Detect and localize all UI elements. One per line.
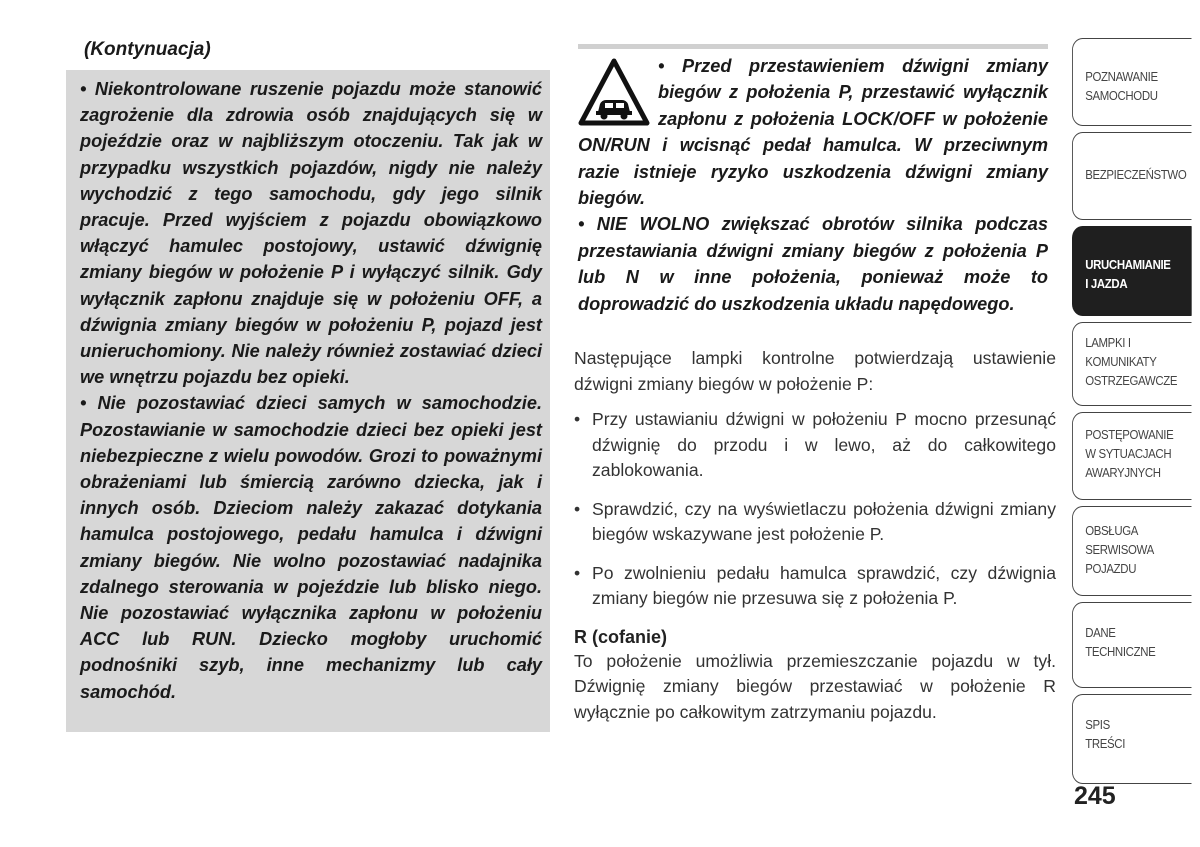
tab-postepowanie-awaryjne[interactable] xyxy=(1072,412,1192,500)
tab-label: OSTRZEGAWCZE xyxy=(1085,373,1178,388)
tab-obsluga-serwisowa[interactable] xyxy=(1072,506,1192,596)
list-item xyxy=(574,561,1056,612)
chapter-tabs xyxy=(1072,38,1200,790)
tab-label: SAMOCHODU xyxy=(1085,88,1158,103)
right-warning-box xyxy=(578,44,1048,317)
tab-label: KOMUNIKATY xyxy=(1085,354,1157,369)
tab-label: OBSŁUGA xyxy=(1085,523,1139,538)
list-item-text: Sprawdzić, czy na wyświetlaczu położenia dźwigni zmiany biegów wskazywane jest położenie P. xyxy=(592,498,1056,544)
tab-label: POSTĘPOWANIE xyxy=(1085,427,1174,442)
tab-dane-techniczne[interactable] xyxy=(1072,602,1192,688)
tab-label: I JAZDA xyxy=(1085,276,1128,291)
tab-label: SPIS xyxy=(1085,717,1110,732)
tab-uruchamianie-i-jazda[interactable] xyxy=(1072,226,1192,316)
warning-triangle-car-icon xyxy=(578,57,650,129)
list-item xyxy=(574,497,1056,548)
bullet-dot: • xyxy=(574,409,581,429)
section-title: R (cofanie) xyxy=(574,626,668,647)
bullet-dot: • xyxy=(574,498,581,519)
page-number: 245 xyxy=(1074,782,1116,810)
tab-bezpieczenstwo[interactable] xyxy=(1072,132,1192,220)
intro-text: Następujące lampki kontrolne potwierdzają ustawienie dźwigni zmiany biegów w położenie P: xyxy=(574,348,1056,394)
tab-label: URUCHAMIANIE xyxy=(1085,257,1171,272)
tab-label: POJAZDU xyxy=(1085,561,1137,576)
right-warning-paragraph-1: • Przed przestawieniem dźwigni zmiany biegów z położenia P, przestawić wyłącznik zapłonu z położenia LOCK/OFF w położenie ON/RUN i wcisnąć pedał hamulca. W przeciwnym razie istnieje ryzyko uszkodzenia dźwigni zmiany biegów. xyxy=(578,56,1048,209)
bullet-dot: • xyxy=(574,562,581,583)
list-item-text: Po zwolnieniu pedału hamulca sprawdzić, czy dźwignia zmiany biegów nie przesuwa się z położenia P. xyxy=(592,562,1056,608)
tab-label: TREŚCI xyxy=(1085,736,1126,751)
tab-lampki-i-komunikaty[interactable] xyxy=(1072,322,1192,406)
tab-spis-tresci[interactable] xyxy=(1072,694,1192,784)
list-item-text: Przy ustawianiu dźwigni w położeniu P mocno przesunąć dźwignię do przodu i w lewo, aż do całkowitego zablokowania. xyxy=(592,409,1056,480)
continuation-heading: (Kontynuacja) xyxy=(84,39,211,60)
left-warning-paragraph-1: • Niekontrolowane ruszenie pojazdu może stanowić zagrożenie dla zdrowia osób znajdujących się w pojeździe oraz w najbliższym otoczeniu. Tak jak w przypadku wszystkich pojazdów, nigdy nie należy wychodzić z tego samochodu, gdy jego silnik pracuje. Przed wyjściem z pojazdu obowiązkowo włączyć hamulec postojowy, ustawić dźwignię zmiany biegów w położenie P i wyłączyć silnik. Gdy wyłącznik zapłonu znajduje się w położeniu OFF, a dźwignia zmiany biegów w położeniu P, pojazd jest unieruchomiony. Nie należy również zostawiać dzieci we wnętrzu pojazdu bez opieki. xyxy=(80,79,542,388)
tab-label: LAMPKI I xyxy=(1085,335,1131,350)
left-warning-box xyxy=(66,70,550,732)
tab-label: W SYTUACJACH xyxy=(1085,446,1172,461)
tab-label: POZNAWANIE xyxy=(1085,69,1158,84)
right-warning-paragraph-2: • NIE WOLNO zwiększać obrotów silnika podczas przestawiania dźwigni zmiany biegów z położenia P lub N w inne położenia, ponieważ może to doprowadzić do uszkodzenia układu napędowego. xyxy=(578,214,1048,314)
tab-label: BEZPIECZEŃSTWO xyxy=(1085,167,1187,182)
left-warning-paragraph-2: • Nie pozostawiać dzieci samych w samochodzie. Pozostawianie w samochodzie dzieci bez opieki jest niebezpieczne z wielu powodów. Grozi to poważnymi obrażeniami lub śmiercią zarówno dziecka, jak i innych osób. Dzieciom należy zakazać dotykania hamulca postojowego, pedału hamulca i dźwigni zmiany biegów. Nie wolno pozostawiać nadajnika zdalnego sterowania w pojeździe lub blisko niego. Nie pozostawiać wyłącznika zapłonu w położeniu ACC lub RUN. Dziecko mogłoby uruchomić podnośniki szyb, inne mechanizmy lub cały samochód. xyxy=(80,393,542,702)
tab-label: SERWISOWA xyxy=(1085,542,1154,557)
tab-label: DANE xyxy=(1085,625,1116,640)
tab-label: AWARYJNYCH xyxy=(1085,465,1161,480)
list-item xyxy=(574,407,1056,484)
section-text: To położenie umożliwia przemieszczanie pojazdu w tył. Dźwignię zmiany biegów przestawiać w położenie R wyłącznie po całkowitym zatrzymaniu pojazdu. xyxy=(574,650,1056,722)
bullet-list xyxy=(574,407,1056,612)
main-body xyxy=(574,346,1056,725)
tab-label: TECHNICZNE xyxy=(1085,644,1156,659)
tab-poznawanie-samochodu[interactable] xyxy=(1072,38,1192,126)
